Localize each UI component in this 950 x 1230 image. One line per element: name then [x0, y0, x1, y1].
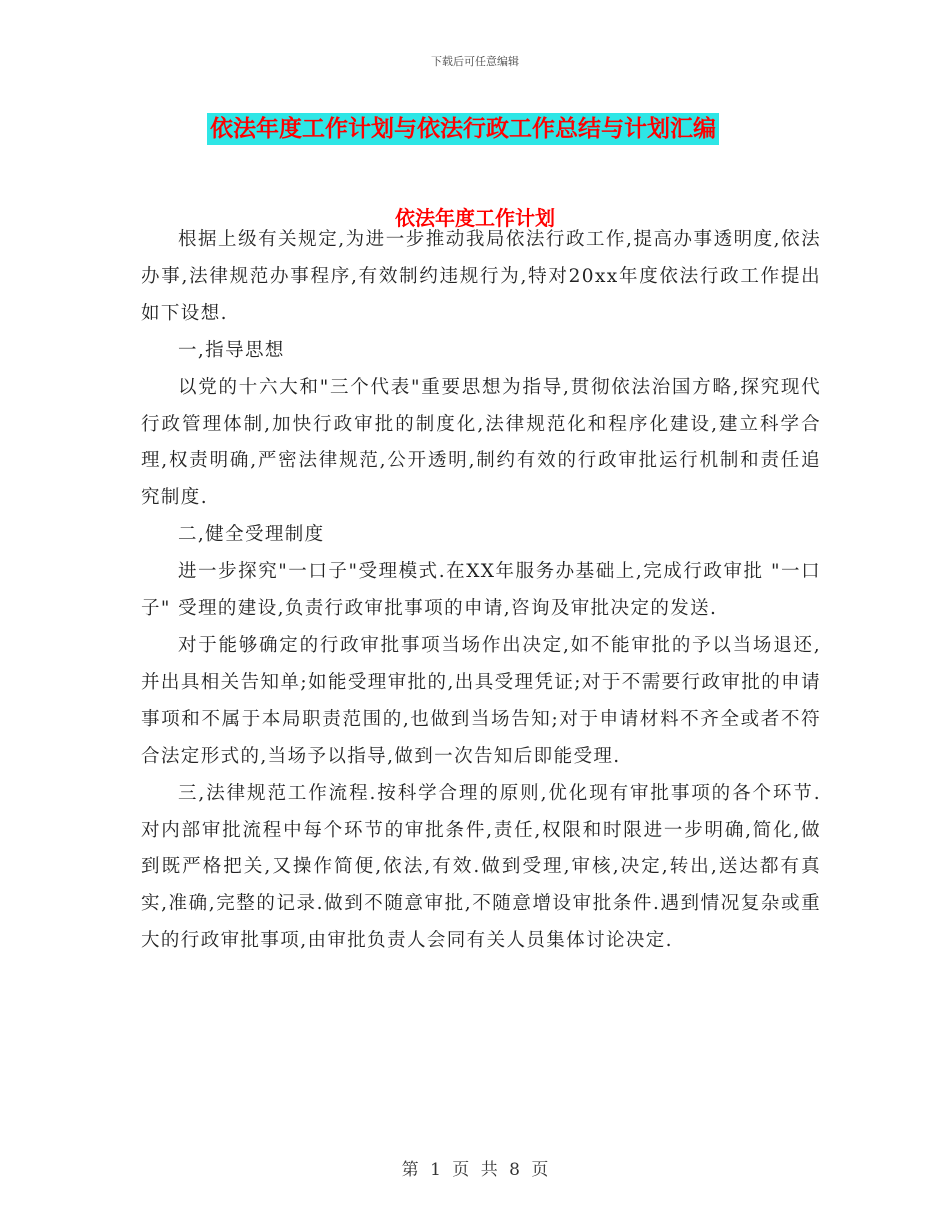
document-body — [141, 222, 821, 960]
page-footer: 第 1 页 共 8 页 — [401, 1160, 549, 1180]
document-title: 依法年度工作计划与依法行政工作总结与计划汇编 — [207, 113, 719, 145]
section-title: 依法年度工作计划 — [395, 206, 555, 230]
paragraph-guiding-thought: 以党的十六大和"三个代表"重要思想为指导,贯彻依法治国方略,探究现代行政管理体制,加快行政审批的制度化,法律规范化和程序化建设,建立科学合理,权责明确,严密法律规范,公开透明,制约有效的行政审批运行机制和责任追究制度. — [141, 376, 821, 509]
paragraph-workflow: 三,法律规范工作流程.按科学合理的原则,优化现有审批事项的各个环节.对内部审批流程中每个环节的审批条件,责任,权限和时限进一步明确,简化,做到既严格把关,又操作简便,依法,有效.做到受理,审核,决定,转出,送达都有真实,准确,完整的记录.做到不随意审批,不随意增设审批条件.遇到情况复杂或重大的行政审批事项,由审批负责人会同有关人员集体讨论决定. — [141, 782, 821, 952]
paragraph-one-window: 进一步探究"一口子"受理模式.在XX年服务办基础上,完成行政审批 "一口子" 受理的建设,负责行政审批事项的申请,咨询及审批决定的发送. — [141, 561, 821, 620]
header-note: 下载后可任意编辑 — [431, 55, 519, 68]
paragraph-on-site-decision: 对于能够确定的行政审批事项当场作出决定,如不能审批的予以当场退还,并出具相关告知单;如能受理审批的,出具受理凭证;对于不需要行政审批的申请事项和不属于本局职责范围的,也做到当场告知;对于申请材料不齐全或者不符合法定形式的,当场予以指导,做到一次告知后即能受理. — [141, 634, 821, 767]
paragraph-intro: 根据上级有关规定,为进一步推动我局依法行政工作,提高办事透明度,依法办事,法律规范办事程序,有效制约违规行为,特对20xx年度依法行政工作提出如下设想. — [141, 229, 821, 324]
heading-guiding-thought: 一,指导思想 — [178, 339, 285, 361]
heading-acceptance-system: 二,健全受理制度 — [178, 524, 325, 546]
